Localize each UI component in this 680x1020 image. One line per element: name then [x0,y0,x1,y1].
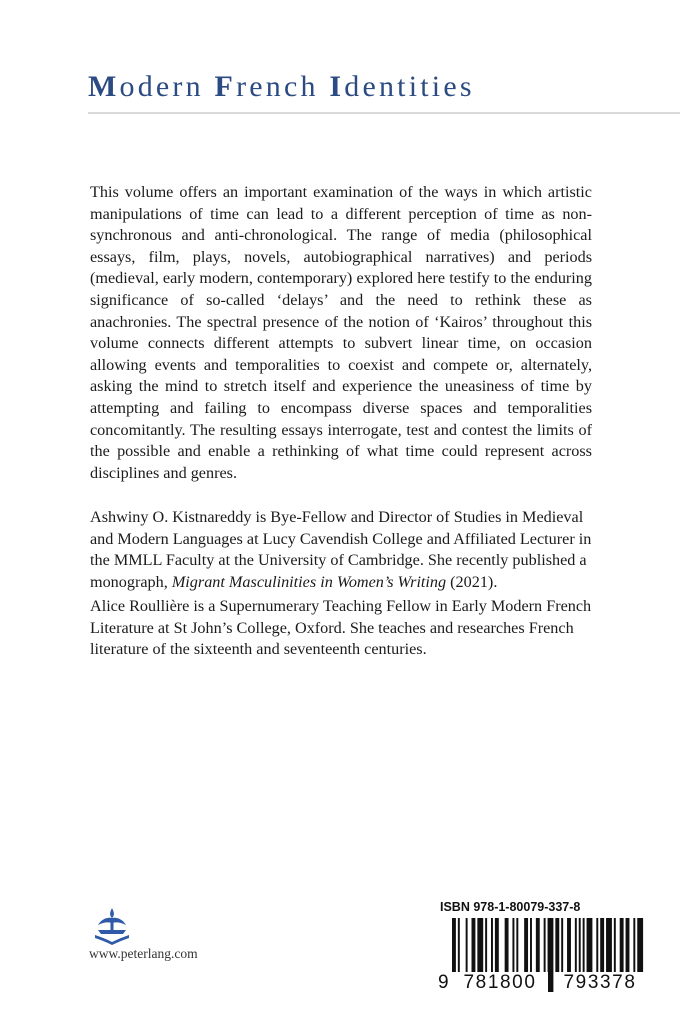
publisher-url[interactable]: www.peterlang.com [89,946,198,961]
editor-bio-roulliere: Alice Roullière is a Supernumerary Teaching Fellow in Early Modern French Literature at St John’s College, Oxford. She teaches and researches French literature of the sixteenth and seventeenth centuries. [90,597,592,659]
barcode-lead-digit: 9 [438,972,449,993]
series-title [88,70,475,104]
series-title-initial-1: M [88,70,120,103]
isbn-label: ISBN 978-1-80079-337-8 [440,900,581,914]
series-title-initial-2: F [214,70,237,103]
header-rule [88,112,680,114]
editor-bio-kistnareddy [90,507,592,593]
barcode-digit-group-1: 781800 [452,972,548,994]
series-title-word-3: dentities [344,70,475,103]
book-title: Migrant Masculinities in Women’s Writing [171,572,447,591]
bio-tail: (2021). [446,572,498,591]
peter-lang-fountain-logo-icon [94,906,130,946]
series-title-word-1: odern [119,70,215,103]
series-title-word-2: rench [236,70,330,103]
series-title-initial-3: I [329,70,345,103]
bio-text: Ashwiny O. Kistnareddy is Bye-Fellow and Director of Studies in Medieval and Modern Languages at Lucy Cavendish College and Affiliated Lecturer in the MMLL Faculty at the University of Cambridge. She recently published a monograph, [90,508,592,591]
barcode-digits [438,972,646,994]
barcode-digit-group-2: 793378 [554,972,646,994]
book-blurb: This volume offers an important examination of the ways in which artistic manipulations of time can lead to a different perception of time as non-synchronous and anti-chronological. The range of media (philosophical essays, film, plays, novels, autobiographical narratives) and periods (medieval, early modern, contemporary) explored here testify to the enduring significance of so-called ‘delays’ and the need to rethink these as anachronies. The spectral presence of the notion of ‘Kairos’ throughout this volume connects different attempts to subvert linear time, on occasion allowing events and temporalities to coexist and compete or, alternately, asking the mind to stretch itself and experience the uneasiness of time by attempting and failing to encompass diverse spaces and temporalities concomitantly. The resulting essays interrogate, test and contest the limits of the possible and enable a rethinking of what time could represent across disciplines and genres. [90,183,592,482]
